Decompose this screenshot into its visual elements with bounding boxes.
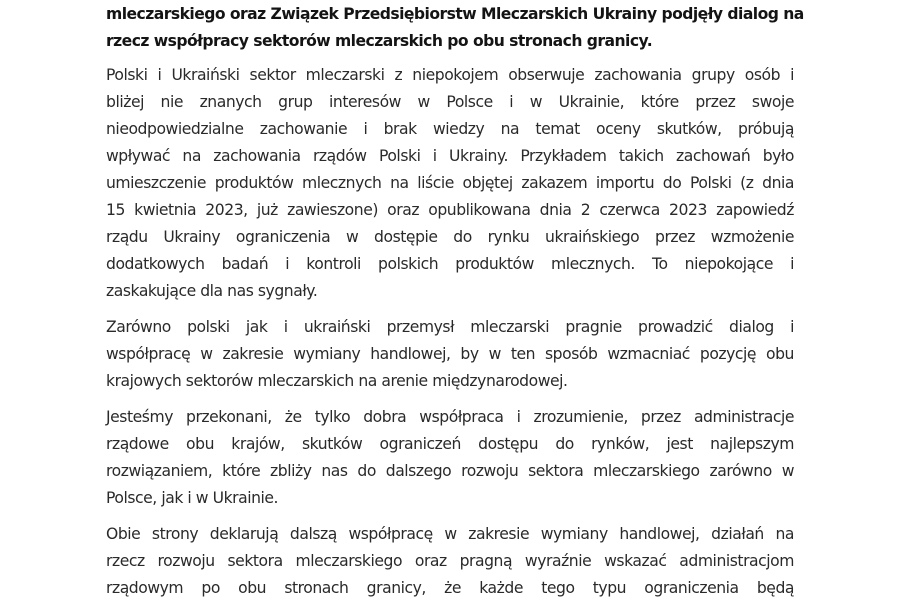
paragraph-line: rozwiązaniem, które zbliży nas do dalszego rozwoju sektora mleczarskiego zarówno w — [106, 462, 794, 480]
paragraph-line: zaskakujące dla nas sygnały. — [106, 282, 318, 300]
paragraph-line: bliżej nie znanych grup interesów w Polsce i w Ukrainie, które przez swoje — [106, 93, 794, 111]
paragraph-line: rzecz rozwoju sektora mleczarskiego oraz pragną wyraźnie wskazać administracjom — [106, 552, 794, 570]
paragraph-line: Polski i Ukraiński sektor mleczarski z niepokojem obserwuje zachowania grupy osób i — [106, 66, 794, 84]
paragraph-line: rządowym po obu stronach granicy, że każde tego typu ograniczenia będą — [106, 579, 794, 597]
paragraph-line: dodatkowych badań i kontroli polskich produktów mlecznych. To niepokojące i — [106, 255, 794, 273]
paragraph-line: Polsce, jak i w Ukrainie. — [106, 489, 279, 507]
heading-line: mleczarskiego oraz Związek Przedsiębiorstw Mleczarskich Ukrainy podjęły dialog na — [106, 5, 804, 23]
heading-line: rzecz współpracy sektorów mleczarskich po obu stronach granicy. — [106, 32, 653, 50]
paragraph-line: krajowych sektorów mleczarskich na arenie międzynarodowej. — [106, 372, 568, 390]
paragraph-line: rządu Ukrainy ograniczenia w dostępie do rynku ukraińskiego przez wzmożenie — [106, 228, 794, 246]
paragraph-line: umieszczenie produktów mlecznych na liście objętej zakazem importu do Polski (z dnia — [106, 174, 794, 192]
paragraph-line: wpływać na zachowania rządów Polski i Ukrainy. Przykładem takich zachowań było — [106, 147, 794, 165]
paragraph-line: Jesteśmy przekonani, że tylko dobra współpraca i zrozumienie, przez administracje — [106, 408, 794, 426]
paragraph-line: Zarówno polski jak i ukraiński przemysł mleczarski pragnie prowadzić dialog i — [106, 318, 794, 336]
paragraph-line: Obie strony deklarują dalszą współpracę w zakresie wymiany handlowej, działań na — [106, 525, 794, 543]
paragraph-line: rządowe obu krajów, skutków ograniczeń dostępu do rynków, jest najlepszym — [106, 435, 794, 453]
paragraph-line: nieodpowiedzialne zachowanie i brak wiedzy na temat oceny skutków, próbują — [106, 120, 794, 138]
paragraph-line: 15 kwietnia 2023, już zawieszone) oraz opublikowana dnia 2 czerwca 2023 zapowiedź — [106, 201, 794, 219]
paragraph-line: współpracę w zakresie wymiany handlowej, by w ten sposób wzmacniać pozycję obu — [106, 345, 794, 363]
